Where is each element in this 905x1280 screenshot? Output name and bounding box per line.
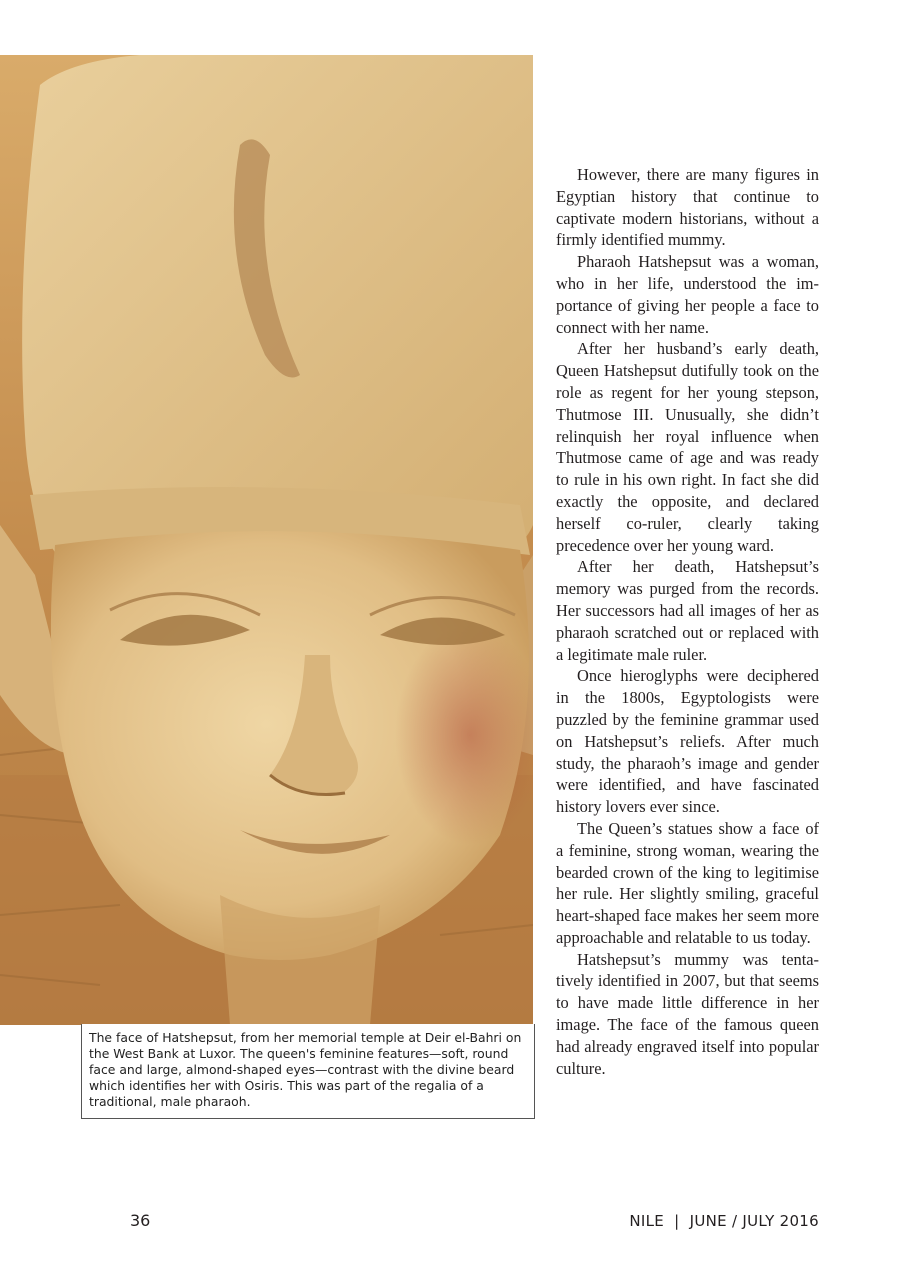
photo-caption bbox=[81, 1024, 535, 1119]
article-paragraph: After her death, Hatshepsut’s memory was purged from the records. Her successors had all images of her as pharaoh scratched out or replaced with a legitimate male ruler. bbox=[556, 557, 819, 664]
page-number: 36 bbox=[130, 1211, 151, 1230]
article-paragraph: The Queen’s statues show a face of a feminine, strong woman, wearing the bearded crown of the king to legitimise her rule. Her slightly smiling, graceful heart-shaped face makes her seem more approachable and relatable to us today. bbox=[556, 818, 819, 947]
publication-footer: NILE | JUNE / JULY 2016 bbox=[629, 1212, 819, 1230]
article-paragraph: Pharaoh Hatshepsut was a woman, who in her life, understood the importance of giving her people a face to connect with her name. bbox=[556, 252, 819, 337]
article-body bbox=[556, 164, 819, 1079]
article-paragraph: Once hieroglyphs were deciphered in the 1800s, Egyptologists were puzzled by the feminine grammar used on Hatshepsut’s reliefs. After much study, the pharaoh’s image and gender were identified, and have fascinated history lovers ever since. bbox=[556, 666, 819, 817]
photo-caption-text: The face of Hatshepsut, from her memorial temple at Deir el-Bahri on the West Bank at Luxor. The queen's feminine features—soft, round face and large, almond-shaped eyes—contrast with the divine beard which identifies her with Osiris. This was part of the regalia of a traditional, male pharaoh. bbox=[89, 1030, 522, 1109]
statue-illustration bbox=[0, 55, 533, 1025]
article-paragraph: Hatshepsut’s mummy was tentatively identified in 2007, but that seems to have made little difference in her image. The face of the famous queen had already engraved itself into popular culture. bbox=[556, 949, 819, 1078]
hatshepsut-statue-photo bbox=[0, 55, 533, 1025]
article-paragraph: After her husband’s early death, Queen Hatshepsut dutifully took on the role as regent for her young stepson, Thutmose III. Unusually, she didn’t relinquish her royal influence when Thutmose came of age and was ready to rule in his own right. In fact she did exactly the opposite, and declared herself co-ruler, clearly taking precedence over her young ward. bbox=[556, 339, 819, 555]
article-paragraph: However, there are many figures in Egyptian history that continue to captivate modern historians, without a firmly identified mummy. bbox=[556, 165, 819, 250]
